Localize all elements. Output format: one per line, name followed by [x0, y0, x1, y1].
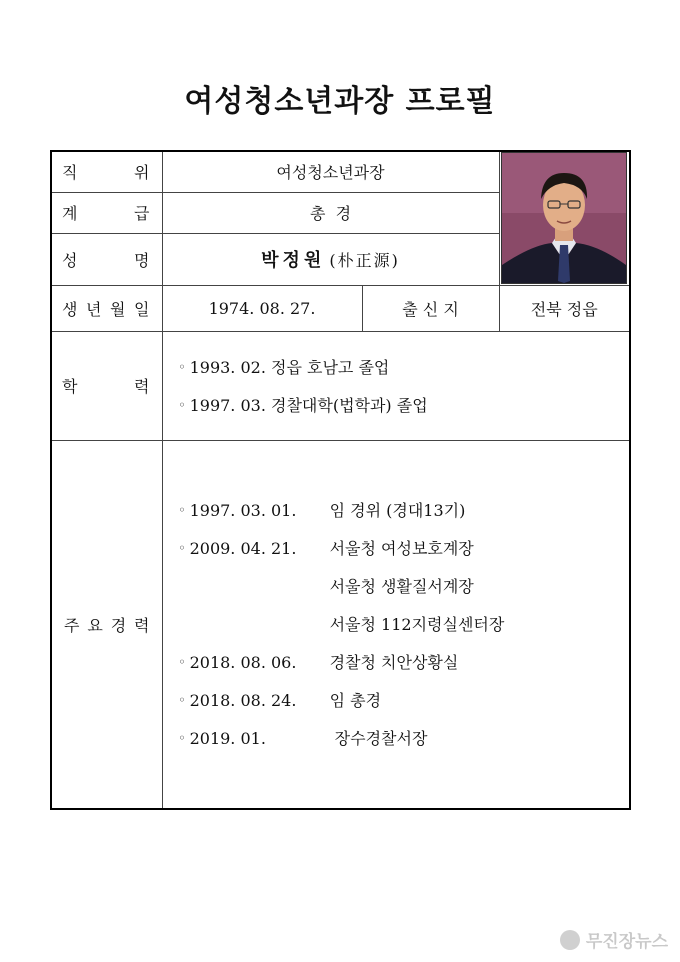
watermark-text: 무진장뉴스	[585, 932, 668, 952]
career-item: 서울청 생활질서계장	[329, 577, 474, 597]
education-list	[163, 348, 630, 424]
career-item: 서울청 112지령실센터장	[329, 615, 505, 635]
watermark	[560, 927, 668, 952]
value-rank: 총 경	[162, 192, 499, 233]
education-cell	[162, 331, 630, 440]
career-item: ◦ 2018. 08. 24. 임 총경	[178, 691, 382, 711]
watermark-logo-icon	[560, 930, 580, 950]
label-career: 주 요 경 력	[51, 440, 162, 809]
label-position: 직 위	[51, 151, 162, 192]
name-hanja: (朴正源)	[329, 251, 400, 270]
education-item: ◦ 1993. 02. 정읍 호남고 졸업	[178, 357, 390, 377]
label-birth: 생 년 월 일	[51, 285, 162, 331]
value-birth: 1974. 08. 27.	[162, 285, 362, 331]
page-title: 여성청소년과장 프로필	[184, 84, 496, 119]
photo-cell	[499, 151, 630, 285]
label-hometown: 출 신 지	[362, 285, 499, 331]
career-cell	[162, 440, 630, 809]
value-hometown: 전북 정읍	[499, 285, 630, 331]
career-list	[163, 491, 630, 757]
career-item: ◦ 2019. 01. 장수경찰서장	[178, 729, 428, 749]
career-item: ◦ 2018. 08. 06. 경찰청 치안상황실	[178, 653, 459, 673]
label-education: 학 력	[51, 331, 162, 440]
profile-table	[50, 150, 631, 810]
career-item: ◦ 2009. 04. 21. 서울청 여성보호계장	[178, 539, 474, 559]
label-name: 성 명	[51, 233, 162, 285]
value-position: 여성청소년과장	[162, 151, 499, 192]
value-name	[162, 233, 499, 285]
education-item: ◦ 1997. 03. 경찰대학(법학과) 졸업	[178, 395, 428, 415]
career-item: ◦ 1997. 03. 01. 임 경위 (경대13기)	[178, 501, 466, 521]
name-korean: 박정원	[261, 250, 326, 271]
profile-photo	[501, 152, 627, 284]
label-rank: 계 급	[51, 192, 162, 233]
